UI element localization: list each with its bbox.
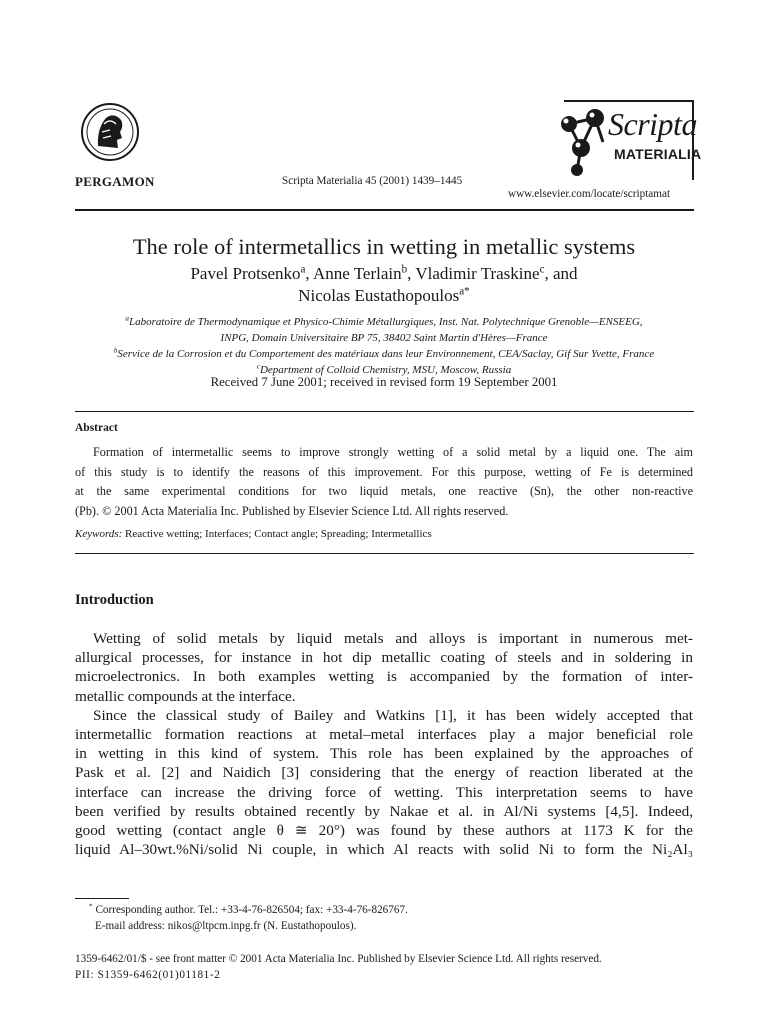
affiliation-marker: b [113, 346, 118, 355]
footnote-text: Corresponding author. Tel.: +33-4-76-826504; fax: +33-4-76-826767. [95, 904, 408, 916]
author-separator: , [305, 264, 313, 283]
intro-paragraph-2 [75, 706, 693, 860]
abstract-heading: Abstract [75, 422, 118, 434]
text-line: Pask et al. [2] and Naidich [3] considering that the energy of reaction liberated at the [75, 764, 693, 782]
abstract-top-rule [75, 411, 694, 412]
journal-citation: Scripta Materialia 45 (2001) 1439–1445 [282, 175, 463, 187]
author-name: Anne Terlain [312, 264, 402, 283]
affiliation-text: Laboratoire de Thermodynamique et Physico-Chimie Métallurgiques, Inst. Nat. Polytechnique Grenoble—ENSEEG, [129, 316, 643, 328]
author-name: Nicolas Eustathopoulos [298, 286, 460, 305]
abstract-line: at the same experimental conditions for two liquid metals, one reactive (Sn), the other non-reactive [75, 484, 693, 498]
affiliation-text: INPG, Domain Universitaire BP 75, 38402 Saint Martin d'Hères—France [220, 332, 548, 344]
abstract-line: Formation of intermetallic seems to improve strongly wetting of a solid metal by a liquid one. The aim [93, 445, 693, 459]
author-line-2 [0, 286, 768, 306]
author-line-1 [0, 264, 768, 284]
text-line: good wetting (contact angle θ ≅ 20°) was found by these authors at 1173 K for the [75, 822, 693, 840]
author-separator: , and [544, 264, 578, 283]
header-rule [75, 209, 694, 211]
journal-logo-subtitle: MATERIALIA [614, 146, 702, 162]
affiliation-b [0, 346, 768, 362]
elsevier-tree-logo [80, 98, 140, 170]
journal-logo-word: Scripta [608, 106, 697, 142]
abstract-body [75, 443, 693, 521]
pii-line: PII: S1359-6462(01)01181-2 [75, 969, 221, 981]
keywords [75, 528, 432, 540]
text-line: been verified by results obtained recently by Nakae et al. in Al/Ni systems [4,5]. Indeed, [75, 802, 693, 820]
keywords-list: Reactive wetting; Interfaces; Contact angle; Spreading; Intermetallics [125, 528, 432, 540]
text-line: interface can increase the driving force of wetting. This interpretation seems to have [75, 783, 693, 801]
abstract-line: of this study is to identify the reasons of this improvement. For this purpose, wetting of Fe is determined [75, 464, 693, 479]
author-separator: , [407, 264, 416, 283]
author-name: Vladimir Traskine [415, 264, 540, 283]
abstract-line: (Pb). © 2001 Acta Materialia Inc. Published by Elsevier Science Ltd. All rights reserved. [75, 503, 509, 518]
text-line: microelectronics. In both examples wetting is accompanied by the formation of inter- [75, 668, 693, 686]
journal-logo-border [564, 100, 694, 102]
journal-url: www.elsevier.com/locate/scriptamat [508, 188, 671, 200]
affiliation-a-cont [0, 330, 768, 346]
author-affiliation-marker: a [300, 263, 306, 276]
text-line: in wetting in this kind of system. This role has been explained by the approaches of [75, 745, 693, 763]
copyright-line: 1359-6462/01/$ - see front matter © 2001 Acta Materialia Inc. Published by Elsevier Science Ltd. All rights reserved. [75, 953, 602, 965]
publisher-name: PERGAMON [75, 174, 155, 189]
footnote-marker: * [89, 902, 93, 911]
author-affiliation-marker: b [401, 263, 408, 276]
author-affiliation-marker: c [539, 263, 545, 276]
affiliation-text: Service de la Corrosion et du Comportement des matériaux dans leur Environnement, CEA/Saclay, Gif Sur Yvette, France [117, 348, 655, 360]
keywords-label: Keywords: [75, 528, 123, 540]
footnote-corresponding [89, 904, 408, 916]
intro-paragraph-1 [75, 629, 693, 706]
author-affiliation-marker: a* [459, 285, 470, 298]
text-line: allurgical processes, for instance in hot dip metallic coating of steels and in soldering in [75, 649, 693, 667]
section-heading-introduction: Introduction [75, 592, 154, 608]
affiliation-a [0, 314, 768, 330]
article-title: The role of intermetallics in wetting in metallic systems [132, 234, 636, 259]
received-dates: Received 7 June 2001; received in revised form 19 September 2001 [210, 375, 558, 389]
text-line: metallic compounds at the interface. [75, 687, 296, 705]
text-line: Since the classical study of Bailey and Watkins [1], it has been widely accepted that [93, 706, 693, 724]
text-line: liquid Al–30wt.%Ni/solid Ni couple, in which Al reacts with solid Ni to form the Ni₂Al₃ [75, 841, 693, 859]
footnote-rule [75, 898, 129, 899]
text-line: Wetting of solid metals by liquid metals and alloys is important in numerous met- [93, 630, 693, 647]
author-name: Pavel Protsenko [190, 264, 301, 283]
affiliation-marker: c [256, 362, 260, 371]
affiliation-marker: a [125, 314, 129, 323]
abstract-bottom-rule [75, 553, 694, 554]
footnote-email: E-mail address: nikos@ltpcm.inpg.fr (N. Eustathopoulos). [95, 920, 357, 932]
text-line: intermetallic formation reactions at metal–metal interfaces play a major beneficial role [75, 726, 693, 743]
affiliation-text: Department of Colloid Chemistry, MSU, Moscow, Russia [259, 364, 512, 376]
